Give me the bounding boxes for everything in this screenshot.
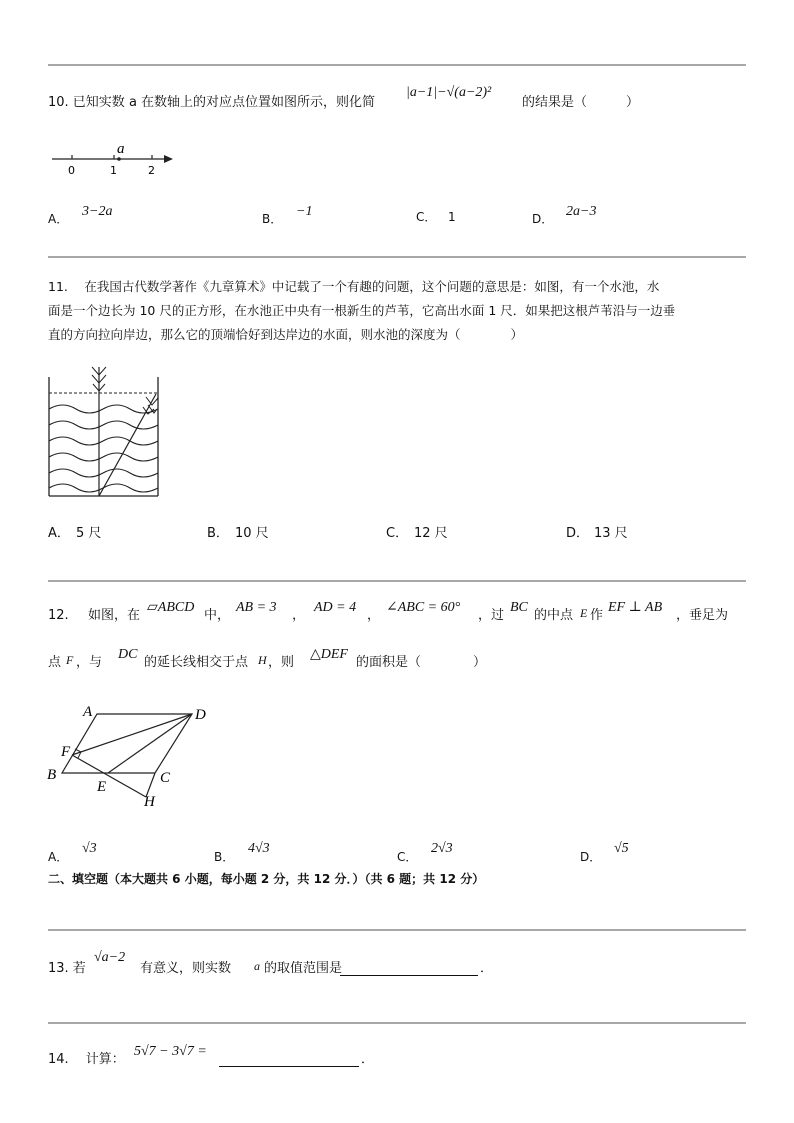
- q12-angle: ∠ABC = 60°: [386, 600, 461, 615]
- q10-option-a-label: A．: [48, 212, 69, 226]
- q11-option-d-value: 13 尺: [594, 526, 628, 541]
- q12-text: ，与: [76, 655, 103, 670]
- q12-option-b-value: 4√3: [248, 841, 270, 856]
- q13-middle: 有意义，则实数: [140, 961, 232, 976]
- q10-option-d-label: D．: [532, 212, 554, 226]
- divider: [48, 256, 746, 258]
- vertex-label-c: C: [160, 770, 171, 786]
- vertex-label-h: H: [144, 794, 155, 810]
- q12-text: 的中点: [534, 608, 574, 623]
- q12-option-d-value: √5: [614, 841, 629, 856]
- q11-pond-figure: [45, 365, 165, 500]
- q10-number-line: [50, 140, 180, 180]
- q10-option-b-value: −1: [296, 204, 313, 219]
- vertex-label-d: D: [195, 707, 206, 723]
- q12-option-d-label: D．: [580, 850, 602, 864]
- q12-text: 的延长线相交于点: [144, 655, 249, 670]
- q12-option-c-label: C．: [397, 850, 418, 864]
- q12-perp: EF ⊥ AB: [608, 600, 663, 615]
- q13-prefix: 13. 若: [48, 961, 86, 976]
- q11-option-a-label: A．: [48, 526, 70, 541]
- divider: [48, 1022, 746, 1024]
- q11-option-d-label: D．: [566, 526, 590, 541]
- q12-bc: BC: [510, 600, 528, 615]
- comma: ，: [367, 608, 381, 623]
- q11-option-a-value: 5 尺: [76, 526, 102, 541]
- q14-answer-blank[interactable]: [219, 1052, 359, 1067]
- q10-option-c-value: 1: [448, 210, 456, 224]
- q12-e: E: [580, 606, 588, 620]
- q13-suffix: 的取值范围是: [264, 961, 343, 976]
- q13-var: a: [254, 959, 260, 973]
- q12-ad: AD = 4: [314, 600, 357, 615]
- q11-line-1: 11. 在我国古代数学著作《九章算术》中记载了一个有趣的问题，这个问题的意思是：如图，有一个水池，水: [48, 279, 660, 294]
- q12-option-a-label: A．: [48, 850, 69, 864]
- q13-answer-blank[interactable]: [340, 961, 478, 976]
- tick-label-0: 0: [68, 164, 75, 177]
- q12-option-b-label: B．: [214, 850, 235, 864]
- q10-option-b-label: B．: [262, 212, 283, 226]
- point-a-label: a: [117, 141, 125, 157]
- divider: [48, 64, 746, 66]
- q12-parallelogram: ▱ABCD: [147, 600, 195, 615]
- q10-stem-prefix: 10. 已知实数 a 在数轴上的对应点位置如图所示，则化简: [48, 95, 376, 110]
- q11-option-c-label: C．: [386, 526, 409, 541]
- q10-expression: |a−1|−√(a−2)²: [406, 85, 492, 100]
- q11-option-b-value: 10 尺: [235, 526, 269, 541]
- q14-end: ．: [361, 1052, 375, 1067]
- q12-f: F: [66, 653, 74, 667]
- tick-label-1: 1: [110, 164, 117, 177]
- q12-text: 如图，在: [88, 608, 141, 623]
- q12-text: ，垂足为: [676, 608, 729, 623]
- divider: [48, 929, 746, 931]
- q11-option-c-value: 12 尺: [414, 526, 448, 541]
- q12-number: 12.: [48, 608, 69, 623]
- q10-stem-suffix: 的结果是（ ）: [522, 95, 640, 110]
- q12-option-a-value: √3: [82, 841, 97, 856]
- q12-text: ，过: [478, 608, 505, 623]
- q12-text: 点: [48, 655, 62, 670]
- q12-triangle: △DEF: [310, 647, 348, 662]
- q12-text: ，则: [268, 655, 295, 670]
- divider: [48, 580, 746, 582]
- vertex-label-f: F: [61, 744, 71, 760]
- q13-end: ．: [480, 961, 494, 976]
- q13-expression: √a−2: [94, 950, 126, 965]
- q14-expression: 5√7 − 3√7 =: [134, 1044, 207, 1059]
- q11-line-2: 面是一个边长为 10 尺的正方形，在水池正中央有一根新生的芦苇，它高出水面 1 尺．如果把这根芦苇沿与一边垂: [48, 303, 676, 318]
- vertex-label-e: E: [97, 779, 107, 795]
- q10-option-c-label: C．: [416, 210, 437, 224]
- section-heading: 二、填空题（本大题共 6 小题，每小题 2 分，共 12 分．）（共 6 题；共 12 分）: [48, 872, 485, 886]
- vertex-label-b: B: [47, 767, 57, 783]
- q12-option-c-value: 2√3: [431, 841, 453, 856]
- vertex-label-a: A: [83, 704, 93, 720]
- q12-parallelogram-figure: [45, 700, 225, 810]
- point-a-marker: [117, 157, 121, 161]
- comma: ，: [292, 608, 306, 623]
- q12-text: 的面积是（ ）: [356, 655, 487, 670]
- q14-prefix: 14. 计算：: [48, 1052, 125, 1067]
- q10-option-a-value: 3−2a: [82, 204, 113, 219]
- q12-dc: DC: [118, 647, 138, 662]
- q11-option-b-label: B．: [207, 526, 229, 541]
- q10-option-d-value: 2a−3: [566, 204, 597, 219]
- q11-line-3: 直的方向拉向岸边，那么它的顶端恰好到达岸边的水面，则水池的深度为（ ）: [48, 327, 524, 342]
- q12-text: 中，: [204, 608, 231, 623]
- q12-text: 作: [590, 608, 604, 623]
- q12-h: H: [258, 653, 267, 667]
- q12-ab: AB = 3: [236, 600, 277, 615]
- tick-label-2: 2: [148, 164, 155, 177]
